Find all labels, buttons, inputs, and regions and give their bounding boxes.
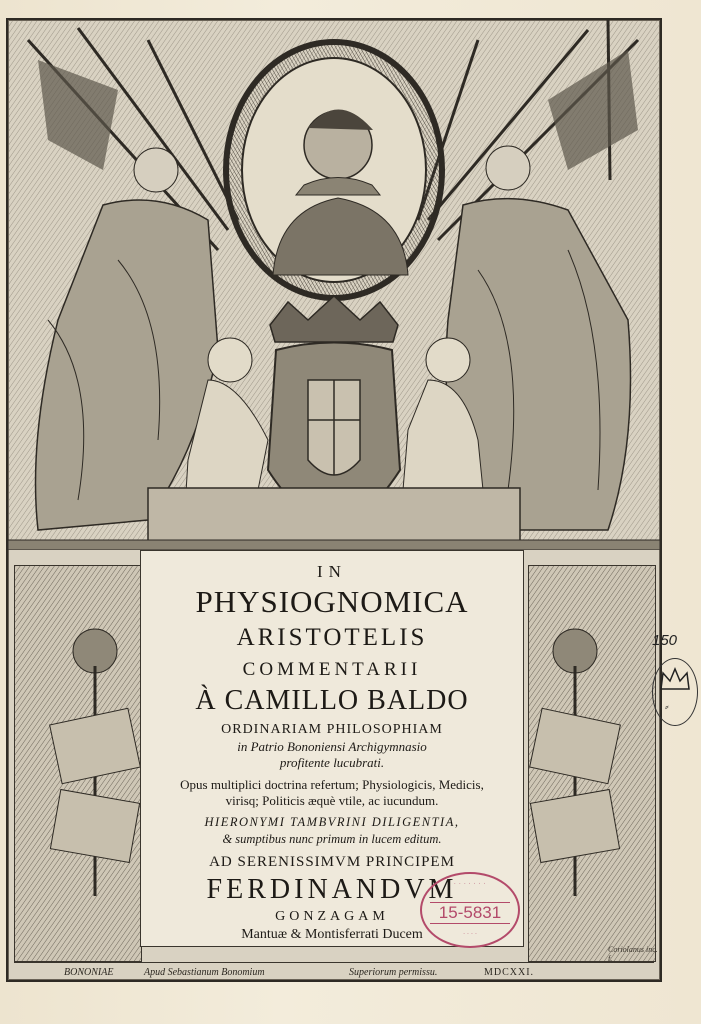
crown-icon [653,659,697,699]
left-column [14,565,142,962]
crown-stamp-mark-icon: ⸗ [665,701,669,713]
imprint-city: BONONIAE [64,967,114,978]
portrait-medallion [226,42,442,298]
author-institution: in Patrio Bononiensi Archigymnasio [237,739,427,754]
left-column-ornament [15,566,141,961]
crown-ownership-stamp [652,658,698,726]
dedicatee-family: GONZAGAM [275,909,389,924]
dedicatee-name: FERDINANDVM [206,874,458,905]
work-description-1: Opus multiplici doctrina refertum; Physiologicis, Medicis, [180,777,484,792]
engraved-plate [6,18,662,982]
title-aristotelis: ARISTOTELIS [236,624,428,651]
pencil-annotation: 150 [652,632,678,649]
imprint-line [14,962,654,981]
imprint-year: MDCXXI. [484,967,535,978]
crown [270,296,398,342]
engraver-signature: Coriolanus inc. f. [608,945,658,963]
title-physiognomica: PHYSIOGNOMICA [195,584,469,619]
title-commentarii: COMMENTARII [242,659,422,680]
edition-line: & sumptibus nunc primum in lucem editum. [222,831,442,846]
dedicatee-title: Mantuæ & Montisferrati Ducem [241,927,423,942]
stamp-arc-top-icon: · · · · · · · [453,880,487,887]
imprint-permission: Superiorum permissu. [349,967,438,978]
title-in: IN [317,562,347,581]
imprint-printer: Apud Sebastianum Bonomium [144,967,265,978]
frontispiece-engraving [8,20,660,550]
right-column-ornament [529,566,655,961]
stamp-arc-bottom-icon: · · · · [462,930,478,937]
right-column [528,565,656,962]
author-position: ORDINARIAM PHILOSOPHIAM [221,722,443,737]
dedication-line: AD SERENISSIMVM PRINCIPEM [209,854,455,870]
library-stamp [420,872,520,948]
stamp-number: 15-5831 [430,902,510,924]
work-description-2: virisq; Politicis æquè vtile, ac iucundum. [225,793,439,808]
editor-line: HIERONYMI TAMBVRINI DILIGENTIA, [204,815,460,829]
author-profitente: profitente lucubrati. [279,755,385,770]
author-name: À CAMILLO BALDO [195,685,469,716]
